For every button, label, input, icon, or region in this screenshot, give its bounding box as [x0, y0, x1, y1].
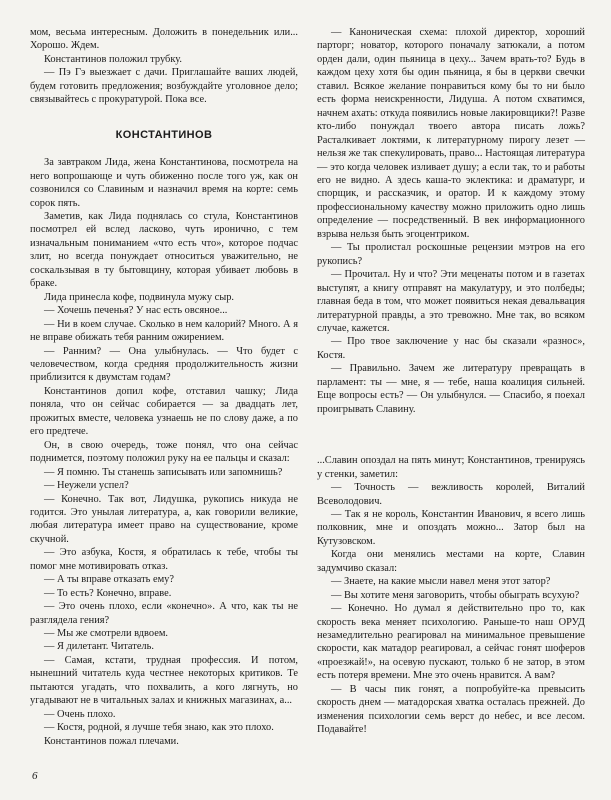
paragraph: — Про твое заключение у нас бы сказали «разнос», Костя.: [317, 336, 585, 361]
chapter-body: [30, 156, 298, 748]
paragraph: — Я дилетант. Читатель.: [44, 641, 154, 653]
page-number: 6: [32, 770, 38, 782]
dialogue-part-2: [317, 454, 585, 737]
paragraph: — А ты вправе отказать ему?: [44, 574, 174, 586]
paragraph: — В часы пик гонят, а попробуйте-ка превысить скорость днем — матадорская хватка осталась прежней. До изменения психологии семь верст до небес, и все лесом. Подавайте!: [317, 683, 585, 736]
paragraph: — Хочешь печенья? У нас есть овсяное...: [44, 305, 228, 317]
paragraph: — Ты пролистал роскошные рецензии мэтров на его рукопись?: [317, 242, 585, 267]
paragraph: — Вы хотите меня заговорить, чтобы обыграть всухую?: [331, 589, 580, 601]
paragraph: — Неужели успел?: [44, 480, 129, 492]
paragraph: ...Славин опоздал на пять минут; Константинов, тренируясь у стенки, заметил:: [317, 455, 585, 480]
paragraph: — Правильно. Зачем же литературу превращать в парламент: ты — мне, я — тебе, наша коалиция сильней. Еще вопросы есть? — Он улыбнулся. — Спасибо, я поехал проигрывать Славину.: [317, 363, 585, 415]
paragraph: — Костя, родной, я лучше тебя знаю, как это плохо.: [44, 722, 274, 734]
paragraph: — Ранним? — Она улыбнулась. — Что будет с человечеством, когда средняя продолжительность жизни приблизится к двумстам годам?: [30, 345, 298, 384]
paragraph: — Это очень плохо, если «конечно». А что, как ты не разглядела гения?: [30, 601, 298, 626]
paragraph: — Так я не король, Константин Иванович, я всего лишь полковник, мне и опоздать можно... Затор был на Кутузовском.: [317, 508, 585, 547]
paragraph: — Пэ Гэ выезжает с дачи. Приглашайте ваших людей, будем готовить предложения; возбуждайте уголовное дело; связывайтесь с прокуратурой. Пока все.: [30, 67, 298, 106]
scene-break: [317, 416, 585, 454]
paragraph: — Точность — вежливость королей, Виталий Всеволодович.: [317, 482, 585, 507]
paragraph: — Конечно. Так вот, Лидушка, рукопись никуда не годится. Это унылая литература, а, как говорили великие, любая литература имеет право на существование, кроме скучной.: [30, 493, 298, 545]
paragraph: — Прочитал. Ну и что? Эти меценаты потом и в газетах выступят, а книгу отправят на макулатуру, и это полбеды; главная беда в том, что может появиться некая девальвация литературной правды, а это тревожно. Мне так, во всяком случае, кажется.: [317, 269, 585, 334]
paragraph: — Мы же смотрели вдвоем.: [44, 628, 168, 640]
intro-text: [30, 26, 298, 107]
paragraph: — Это азбука, Костя, я обратилась к тебе, чтобы ты помог мне мотивировать отказ.: [30, 547, 298, 572]
paragraph: — Знаете, на какие мысли навел меня этот затор?: [331, 576, 551, 588]
paragraph: — Каноническая схема: плохой директор, хороший парторг; новатор, которого поначалу затюкали, а потом орден дали, один пьяница в цеху... Зачем врать-то? Будь в каждом цеху хотя бы один пьяница, я бы в церкви свечки ставил. Всякое желание понравиться кому бы то ни было есть форма неискренности, Лидуша. А потом схватимся, начнем ахать: откуда появились новые лакировщики?! Разве кто-либо понуждал твоего автора писать ложь? Расталкивает локтями, к литературному пирогу лезет — нельзя же так спекулировать, право... Настоящая литература — это когда человек изливает душу; а если так, то и работы его не видно. А здесь каша-то эклектика: и драматург, и спорщик, и рассказчик, и оратор. И к каждому этому профессиональному качеству можно приложить одно лишь определение — посредственный. В век информационного взрыва нельзя быть эгоцентриком.: [317, 27, 585, 240]
paragraph: Константинов пожал плечами.: [44, 735, 179, 747]
paragraph: Когда они менялись местами на корте, Славин задумчиво сказал:: [317, 549, 585, 574]
paragraph: мом, весьма интересным. Доложить в понедельник или... Хорошо. Ждем.: [30, 27, 298, 52]
right-column: [317, 26, 585, 737]
paragraph: Заметив, как Лида поднялась со стула, Константинов посмотрел ей вслед ласково, чуть иронично, с тем изначальным пониманием «что есть что», которое подчас злит, но всегда понуждает относиться уважительно, не соскальзывая в ту бытовщину, которая убивает любовь в браке.: [30, 210, 298, 290]
paragraph: — То есть? Конечно, вправе.: [44, 587, 172, 599]
paragraph: — Ни в коем случае. Сколько в нем калорий? Много. А я не вправе обижать тебя ранним ожирением.: [30, 318, 298, 344]
paragraph: — Конечно. Но думал я действительно про то, как скорость века меняет психологию. Раньше-то наш ОРУД незамедлительно реагировал на минимальное превышение скорости, как матадор реагировал, а сейчас гонят шоферов «проезжай!», на осевую пускают, только б не затор, в этом есть потеря времени. Мне это очень нравится. А вам?: [317, 603, 585, 682]
paragraph: — Очень плохо.: [44, 708, 116, 720]
paragraph: — Я помню. Ты станешь записывать или запомнишь?: [44, 466, 283, 478]
book-page: [30, 26, 585, 782]
section-title: КОНСТАНТИНОВ: [115, 128, 213, 141]
left-column: [30, 26, 298, 748]
paragraph: — Самая, кстати, трудная профессия. И потом, нынешний читатель куда честнее некоторых критиков. Те пытаются угадать, что похвалить, а кого лягнуть, но угадывают не в читальных залах и книжных магазинах, а...: [30, 654, 298, 707]
paragraph: Он, в свою очередь, тоже понял, что она сейчас поднимется, поэтому положил руку на ее пальцы и сказал:: [30, 439, 298, 465]
paragraph: Константинов положил трубку.: [44, 53, 182, 65]
paragraph: Константинов допил кофе, отставил чашку; Лида поняла, что он сейчас собирается — за двадцать лет, прожитых вместе, человека узнаешь не по слову даже, а по его предтече.: [30, 385, 298, 438]
paragraph: Лида принесла кофе, подвинула мужу сыр.: [44, 291, 235, 303]
paragraph: За завтраком Лида, жена Константинова, посмотрела на него вопрошающе и чуть обиженно после того уж, как он созвонился со Славиным и назначил время на корте: семь сорок пять.: [30, 157, 298, 209]
dialogue-part-1: [317, 26, 585, 416]
